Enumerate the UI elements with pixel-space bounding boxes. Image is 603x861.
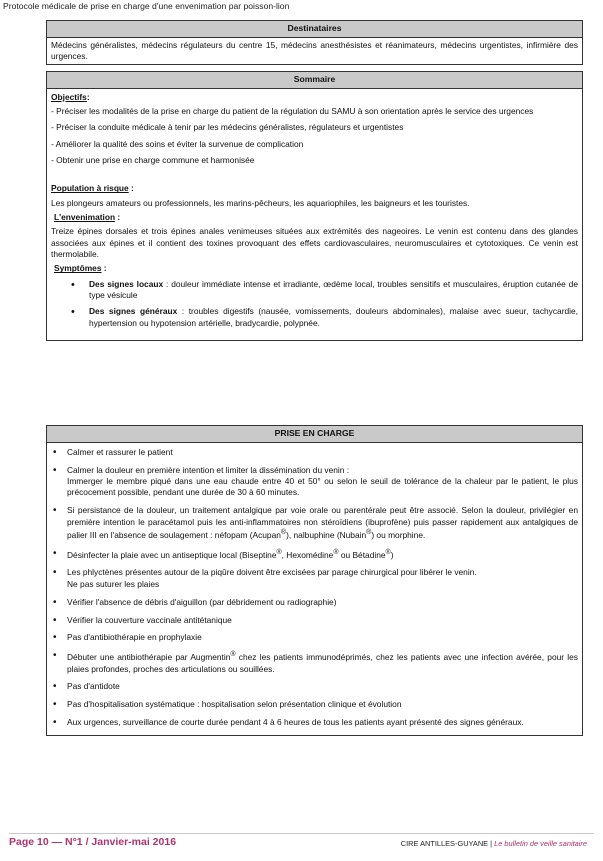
care-item-text: Aux urgences, surveillance de courte durée pendant 4 à 6 heures de tous les patients ayant présenté des signes généraux.: [67, 717, 524, 728]
care-item-text: Pas d'hospitalisation systématique : hospitalisation selon présentation clinique et évolution: [67, 699, 402, 710]
care-item: [50, 717, 578, 728]
footer-page-info: Page 10 — N°1 / Janvier-mai 2016: [9, 836, 177, 848]
care-item-detail: Immerger le membre piqué dans une eau chaude entre 40 et 50° ou selon le seuil de tolérance de la chaleur par le patient, le plus précocement possible, pendant une durée de 30 à 60 minutes.: [67, 475, 578, 498]
care-item: [50, 650, 578, 674]
care-item-text: Vérifier l'absence de débris d'aiguillon (par débridement ou radiographie): [67, 596, 337, 607]
symptome-item: [73, 306, 578, 329]
care-item: [50, 548, 578, 561]
care-item-detail: Ne pas suturer les plaies: [67, 578, 160, 589]
objectif-item: - Préciser les modalités de la prise en charge du patient de la régulation du SAMU à son orientation après le service des urgences: [51, 105, 534, 116]
symptome-label: Des signes locaux: [89, 278, 164, 289]
symptome-item: [73, 279, 578, 302]
population-title: Population à risque: [51, 183, 129, 194]
registered-mark: ®: [366, 528, 372, 536]
objectif-item: - Préciser la conduite médicale à tenir par les médecins généralistes, régulateurs et urgentistes: [51, 122, 404, 133]
prise-en-charge-body: [47, 442, 583, 735]
destinataires-text: Médecins généralistes, médecins régulateurs du centre 15, médecins anesthésistes et réanimateurs, médecins urgentistes, infirmière des urgences.: [47, 37, 583, 65]
care-item-text: Les phlyctènes présentes autour de la piqûre doivent être excisées par parage chirurgical pour libérer le venin.: [67, 567, 477, 578]
care-item: [50, 465, 578, 499]
care-item-text: Débuter une antibiothérapie par Augmentin: [67, 652, 231, 663]
objectif-item: - Obtenir une prise en charge commune et harmonisée: [51, 154, 255, 165]
care-item: [50, 567, 578, 590]
footer-publisher: [401, 839, 587, 848]
care-item-text: ), nalbuphine (Nubain: [286, 529, 367, 540]
care-item: [50, 632, 578, 643]
care-item-text: ): [390, 549, 394, 560]
care-item: [50, 615, 578, 626]
symptomes-list: [51, 279, 578, 329]
care-item-text: Pas d'antidote: [67, 681, 120, 692]
objectifs-title: Objectifs: [51, 91, 87, 102]
registered-mark: ®: [280, 528, 287, 536]
care-item-text: Si persistance de la douleur, un traitement antalgique par voie orale ou parentérale peut être associé. Selon la douleur, privilégier en première intention le paracétamol puis les anti-inflammatoires non stéroïdiens (ibuprofène) puis passer rapidement aux antalgiques de palier III en l'absence de soulagement : néfopam (Acupan: [67, 505, 578, 540]
prise-en-charge-heading: PRISE EN CHARGE: [47, 426, 583, 443]
destinataires-heading: Destinataires: [47, 21, 583, 38]
population-text: Les plongeurs amateurs ou professionnels, les marins-pêcheurs, les aquariophiles, les baigneurs et les touristes.: [51, 197, 470, 208]
care-item-text: ou Bétadine: [338, 549, 386, 560]
symptomes-title: Symptômes: [54, 263, 102, 274]
sommaire-heading: Sommaire: [47, 72, 583, 89]
footer-bulletin: Le bulletin de veille sanitaire: [494, 839, 587, 848]
care-item: [50, 699, 578, 710]
care-item-text: Pas d'antibiothérapie en prophylaxie: [67, 632, 202, 643]
destinataires-box: [46, 20, 583, 65]
registered-mark: ®: [385, 548, 391, 556]
registered-mark: ®: [333, 548, 339, 556]
care-item: [50, 505, 578, 541]
prise-en-charge-box: [46, 425, 583, 736]
care-item: [50, 447, 578, 458]
footer-org: CIRE ANTILLES-GUYANE |: [400, 839, 495, 848]
care-item-text: Calmer et rassurer le patient: [67, 446, 173, 457]
sommaire-box: [46, 71, 583, 341]
care-item-text: Vérifier la couverture vaccinale antitétanique: [67, 614, 232, 625]
care-item: [50, 597, 578, 608]
care-item-text: ) ou morphine.: [371, 529, 426, 540]
footer-divider: [9, 833, 594, 834]
care-item-text: , Hexomédine: [281, 549, 334, 560]
symptome-text: : douleur immédiate intense et irradiante, œdème local, troubles sensitifs et musculaires, éruption cutanée de type vésicule: [89, 278, 578, 301]
registered-mark: ®: [230, 651, 236, 659]
care-list: [50, 447, 578, 729]
objectif-item: - Améliorer la qualité des soins et éviter la survenue de complication: [51, 138, 304, 149]
care-item-text: Calmer la douleur en première intention et limiter la dissémination du venin :: [67, 464, 350, 475]
care-item: [50, 681, 578, 692]
registered-mark: ®: [276, 548, 282, 556]
symptome-label: Des signes généraux: [89, 306, 178, 317]
care-item-text: Désinfecter la plaie avec un antiseptique local (Biseptine: [67, 549, 277, 560]
care-item-text: chez les patients immunodéprimés, chez les patients avec une infection avérée, pour les plaies profondes, proches des articulations ou souillées.: [67, 652, 578, 674]
symptome-text: : troubles digestifs (nausée, vomissements, douleurs abdominales), malaise avec sueur, tachycardie, hypertension ou hypotension artérielle, bradycardie, polypnée.: [89, 306, 578, 328]
envenimation-text: Treize épines dorsales et trois épines anales venimeuses situées aux extrémités des nageoires. Le venin est contenu dans des glandes associées aux épines et il contient des toxines provoquant des effets cardiovasculaires, neuromusculaires et cytotoxiques. Ce venin est thermolabile.: [51, 226, 578, 260]
document-header: Protocole médicale de prise en charge d'une envenimation par poisson-lion: [3, 1, 290, 11]
envenimation-title: L'envenimation: [54, 212, 116, 222]
sommaire-body: Objectifs: - Préciser les modalités de la prise en charge du patient de la régulation du SAMU à son orientation après le service des urgences - Préciser la conduite médicale à tenir par les médecins généralistes, régulateurs et urgentistes - Améliorer la qualité des soins et éviter la survenue de complication - Obtenir une prise en charge commune et harmonisée Population à risque : Les plongeurs amateurs ou professionnels, les marins-pêcheurs, les aquariophiles, les baigneurs et les touristes. L'envenimation : Treize épines dorsales et trois épines anales venimeuses situées aux extrémités des nageoires. Le venin est contenu dans des glandes associées aux épines et il contient des toxines provoquant des effets cardiovasculaires, neuromusculaires et cytotoxiques. Ce venin est thermolabile. Symptômes : • Des signes locaux : douleur immédiate intense et irradiante, œdème local, troubles sensitifs et musculaires, éruption cutanée de type vésicule • Des signes généraux : troubles digestifs (nausée, vomissements, douleurs abdominales), malaise avec sueur, tachycardie, hypertension ou hypotension artérielle, bradycardie, polypnée.: [47, 88, 583, 341]
